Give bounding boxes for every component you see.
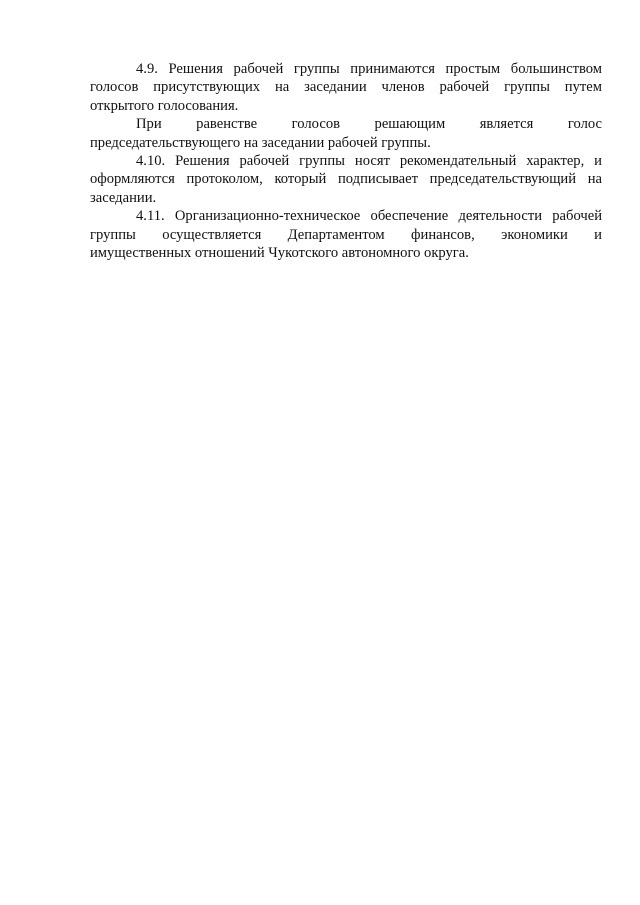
document-body xyxy=(90,60,602,262)
paragraph-line: 4.11. Организационно-техническое обеспечение деятельности рабочей xyxy=(136,208,602,225)
paragraph-4-9 xyxy=(90,60,602,115)
paragraph-line: имущественных отношений Чукотского автономного округа. xyxy=(90,245,469,262)
paragraph-line: заседании. xyxy=(90,189,157,206)
paragraph-line: 4.9. Решения рабочей группы принимаются простым большинством xyxy=(136,61,602,77)
paragraph-4-11 xyxy=(90,207,602,262)
paragraph-line: группы осуществляется Департаментом финансов, экономики и xyxy=(90,226,602,243)
paragraph-line: открытого голосования. xyxy=(90,97,239,114)
paragraph-4-9-tie xyxy=(90,115,602,152)
paragraph-line: оформляются протоколом, который подписывает председательствующий на xyxy=(90,171,602,188)
paragraph-line: голосов присутствующих на заседании членов рабочей группы путем xyxy=(90,79,602,96)
paragraph-4-10 xyxy=(90,152,602,207)
paragraph-line: При равенстве голосов решающим является голос xyxy=(136,116,602,133)
paragraph-line: председательствующего на заседании рабочей группы. xyxy=(90,134,431,151)
paragraph-line: 4.10. Решения рабочей группы носят рекомендательный характер, и xyxy=(136,153,602,170)
